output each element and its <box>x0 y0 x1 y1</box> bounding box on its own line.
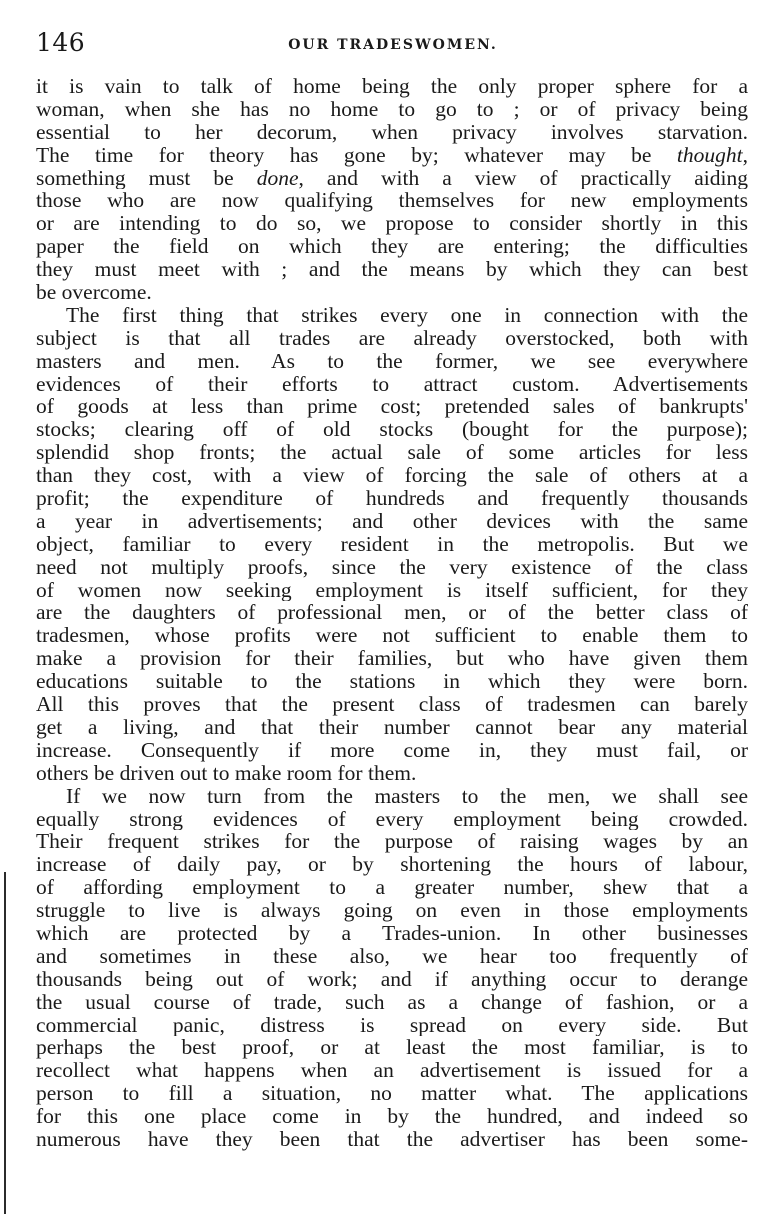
text-line: the usual course of trade, such as a change of fashion, or a <box>36 990 748 1014</box>
text-line: are the daughters of professional men, or of the better class of <box>36 601 748 625</box>
text-line: paper the field on which they are entering; the difficulties <box>36 235 748 259</box>
text-line: those who are now qualifying themselves for new employments <box>36 189 748 213</box>
text-line: a year in advertisements; and other devices with the same <box>36 509 748 533</box>
text-line: equally strong evidences of every employment being crowded. <box>36 807 748 831</box>
text-line: educations suitable to the stations in which they were born. <box>36 670 748 694</box>
page-number: 146 <box>36 28 86 57</box>
text-line: struggle to live is always going on even in those employments <box>36 899 748 922</box>
text-line: stocks; clearing off of old stocks (bought for the purpose); <box>36 418 748 442</box>
text-line: evidences of their efforts to attract custom. Advertisements <box>36 372 748 396</box>
text-line: need not multiply proofs, since the very existence of the class <box>36 555 748 579</box>
text-line: for this one place come in by the hundred, and indeed so <box>36 1105 748 1128</box>
body-text <box>36 75 748 1151</box>
text-line: commercial panic, distress is spread on every side. But <box>36 1013 748 1037</box>
text-line: they must meet with ; and the means by which they can best <box>36 258 748 282</box>
paragraph-2 <box>36 304 748 785</box>
text-line: get a living, and that their number cannot bear any material <box>36 715 748 739</box>
text-line: subject is that all trades are already overstocked, both with <box>36 326 748 350</box>
text-line: be overcome. <box>36 281 152 304</box>
text-line: The first thing that strikes every one in connection with the <box>66 303 748 327</box>
text-line: object, familiar to every resident in the metropolis. But we <box>36 532 748 556</box>
text-line: recollect what happens when an advertisement is issued for a <box>36 1059 748 1083</box>
text-line: If we now turn from the masters to the men, we shall see <box>66 784 748 808</box>
paragraph-3 <box>36 785 748 1151</box>
text-line: Their frequent strikes for the purpose of raising wages by an <box>36 830 748 854</box>
text-line: increase of daily pay, or by shortening the hours of labour, <box>36 853 748 877</box>
text-line: person to fill a situation, no matter what. The applications <box>36 1082 748 1106</box>
text-line: tradesmen, whose profits were not sufficient to enable them to <box>36 624 748 648</box>
text-line: woman, when she has no home to go to ; or of privacy being <box>36 97 748 121</box>
text-line: or are intending to do so, we propose to consider shortly in this <box>36 212 748 236</box>
text-line: it is vain to talk of home being the only proper sphere for a <box>36 75 748 98</box>
text-line: which are protected by a Trades-union. In other businesses <box>36 921 748 945</box>
text-line: essential to her decorum, when privacy involves starvation. <box>36 120 748 144</box>
text-line: others be driven out to make room for them. <box>36 761 417 785</box>
text-line: make a provision for their families, but who have given them <box>36 647 748 671</box>
paragraph-1 <box>36 75 748 304</box>
text-line: thousands being out of work; and if anything occur to derange <box>36 967 748 991</box>
page-edge-rule <box>4 872 6 1214</box>
text-line: masters and men. As to the former, we see everywhere <box>36 349 748 373</box>
text-line: of affording employment to a greater number, shew that a <box>36 876 748 900</box>
text-line: numerous have they been that the advertiser has been some- <box>36 1127 748 1151</box>
page-header <box>36 28 750 62</box>
text-line: splendid shop fronts; the actual sale of some articles for less <box>36 441 748 465</box>
text-line: The time for theory has gone by; whatever may be thought, <box>36 143 748 167</box>
text-line: increase. Consequently if more come in, they must fail, or <box>36 738 748 762</box>
text-line: than they cost, with a view of forcing the sale of others at a <box>36 464 748 488</box>
text-line: and sometimes in these also, we hear too frequently of <box>36 944 748 968</box>
text-line: of goods at less than prime cost; pretended sales of bankrupts' <box>36 395 748 419</box>
running-title: OUR TRADESWOMEN. <box>288 37 498 53</box>
text-line: something must be done, and with a view of practically aiding <box>36 166 748 190</box>
text-line: All this proves that the present class of tradesmen can barely <box>36 693 748 716</box>
text-line: of women now seeking employment is itself sufficient, for they <box>36 578 748 602</box>
text-line: profit; the expenditure of hundreds and frequently thousands <box>36 487 748 510</box>
text-line: perhaps the best proof, or at least the most familiar, is to <box>36 1036 748 1060</box>
